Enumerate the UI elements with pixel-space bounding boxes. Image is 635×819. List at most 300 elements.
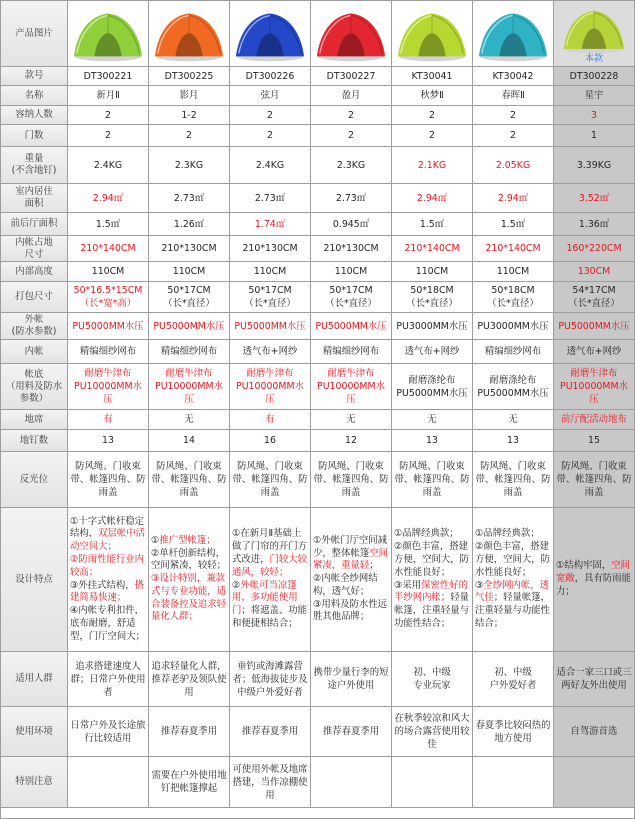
cell-text: KT30042 xyxy=(492,70,534,82)
row-label-text: 打包尺寸 xyxy=(15,291,53,302)
vestibule-cell xyxy=(149,213,229,235)
features-cell xyxy=(473,508,553,651)
cell-content xyxy=(313,129,389,142)
cell-content xyxy=(70,345,146,358)
tent-image xyxy=(474,3,552,65)
cell-content xyxy=(151,192,227,205)
features-cell xyxy=(149,508,229,651)
cell-text: ④内帐专利扣件，底布耐磨，舒适型，门厅空间大； xyxy=(70,605,146,642)
highlight-text: PU5000MM水压 xyxy=(72,320,144,332)
cell-content xyxy=(394,320,470,333)
cell-content xyxy=(556,70,632,83)
vestibule-cell xyxy=(230,213,310,235)
row-label-notes xyxy=(1,757,67,807)
row-label-text: 内部高度 xyxy=(15,265,53,277)
code-cell xyxy=(473,67,553,85)
cell-content xyxy=(475,719,551,745)
cell-text: 110CM xyxy=(172,266,206,277)
weight-cell xyxy=(68,147,148,183)
cell-content xyxy=(394,192,470,205)
capacity-cell xyxy=(311,106,391,124)
cell-content xyxy=(556,159,632,172)
cell-content xyxy=(475,192,551,205)
cell-text: 携带少量行李的短途户外使用 xyxy=(313,667,389,691)
cell-content xyxy=(475,265,551,278)
cell-content xyxy=(151,725,227,738)
cell-content xyxy=(313,70,389,83)
cell-content xyxy=(151,70,227,83)
tent-image xyxy=(69,3,147,65)
cell-content xyxy=(232,284,308,310)
row-label-text: 特别注意 xyxy=(15,776,53,787)
doors-cell xyxy=(473,125,553,146)
cell-text: 透气布+网纱 xyxy=(404,346,460,357)
area-cell xyxy=(68,184,148,212)
vestibule-cell xyxy=(311,213,391,235)
cell-content xyxy=(475,374,551,400)
cell-content xyxy=(70,70,146,83)
notes-cell xyxy=(554,757,634,807)
row-label-text: 产品图片 xyxy=(15,27,53,39)
doors-cell xyxy=(392,125,472,146)
row-label-audience xyxy=(1,652,67,706)
cell-content xyxy=(313,460,389,499)
row-label-environment xyxy=(1,707,67,756)
weight-cell xyxy=(230,147,310,183)
cell-content xyxy=(151,159,227,172)
cell-text: 春夏季比较闷热的地方使用 xyxy=(475,719,551,744)
cell-text: ①品牌经典款； ②颜色丰富，搭建方便，空间大，防水性能良好； ③采用 xyxy=(394,528,470,591)
notes-cell xyxy=(230,757,310,807)
cell-content xyxy=(556,725,632,738)
row-label-code xyxy=(1,67,67,85)
footprint-cell xyxy=(392,236,472,261)
cell-text: 14 xyxy=(183,435,195,446)
cell-text: 2 xyxy=(267,109,273,121)
cell-content xyxy=(394,712,470,751)
cell-content xyxy=(70,516,146,644)
row-label-text: 门数 xyxy=(24,129,44,141)
inner-cell xyxy=(554,340,634,363)
highlight-text: ③设计特别，兼款式与专业功能，适合装备控及追求轻量化人群； xyxy=(151,573,227,623)
cell-content xyxy=(313,666,389,692)
cell-content xyxy=(313,192,389,205)
tent-image xyxy=(231,3,309,65)
vestibule-cell xyxy=(473,213,553,235)
cell-text: 2 xyxy=(267,130,273,141)
cell-text: 无 xyxy=(184,414,194,425)
cell-text: 2.4KG xyxy=(255,159,285,171)
height-cell xyxy=(68,262,148,281)
cell-text: 推荐春夏季用 xyxy=(241,726,299,737)
cell-content xyxy=(556,413,632,426)
highlight-text: 210*140CM xyxy=(404,243,460,254)
cell-text: ；将遮盖、功能和便捷相结合； xyxy=(232,605,308,629)
cell-text: 2 xyxy=(510,130,516,141)
stakes-cell xyxy=(554,430,634,451)
code-cell xyxy=(392,67,472,85)
cell-text: PU3000MM水压 xyxy=(477,320,549,332)
cell-text: 防风绳、门收束带、帐篷四角、防雨盖 xyxy=(151,461,227,498)
height-cell xyxy=(473,262,553,281)
highlight-text: 210*140CM xyxy=(485,243,541,254)
floor-cell xyxy=(230,364,310,409)
cell-text: 耐磨涤纶布 PU5000MM水压 xyxy=(396,374,468,399)
cell-text: 透气布+网纱 xyxy=(566,346,622,357)
inner-cell xyxy=(392,340,472,363)
cell-content xyxy=(475,284,551,310)
footprint-cell xyxy=(149,236,229,261)
code-cell xyxy=(230,67,310,85)
floor-cell xyxy=(68,364,148,409)
row-label-text: 容纳人数 xyxy=(15,109,53,120)
cell-content xyxy=(151,367,227,406)
row-label-text: 内帐占地 尺寸 xyxy=(15,236,53,260)
highlight-text: 耐磨牛津布 PU10000MM水压 xyxy=(155,368,223,405)
cell-content xyxy=(313,89,389,102)
cell-content xyxy=(232,413,308,426)
cell-content xyxy=(475,460,551,499)
highlight-text: 外帐可当凉篷用，多功能使用门 xyxy=(232,579,298,617)
cell-content xyxy=(151,660,227,699)
height-cell xyxy=(149,262,229,281)
cell-content xyxy=(394,109,470,122)
cell-content xyxy=(394,218,470,231)
weight-cell xyxy=(473,147,553,183)
highlight-text: 2.94㎡ xyxy=(416,192,448,204)
inner-cell xyxy=(473,340,553,363)
reflective-cell xyxy=(149,452,229,507)
cell-text: 2.73㎡ xyxy=(173,192,205,204)
cell-content xyxy=(313,218,389,231)
inner-cell xyxy=(230,340,310,363)
row-label-doors xyxy=(1,125,67,146)
cell-content xyxy=(70,192,146,205)
weight-cell xyxy=(311,147,391,183)
cell-content xyxy=(394,413,470,426)
cell-content xyxy=(70,129,146,142)
row-label-text: 适用人群 xyxy=(15,673,53,684)
cell-content xyxy=(556,265,632,278)
area-cell xyxy=(230,184,310,212)
code-cell xyxy=(149,67,229,85)
cell-content xyxy=(556,218,632,231)
fly-cell xyxy=(311,313,391,339)
table-bottom-row xyxy=(1,808,634,818)
cell-text: 13 xyxy=(426,435,438,446)
cell-content xyxy=(394,129,470,142)
weight-cell xyxy=(554,147,634,183)
stakes-cell xyxy=(311,430,391,451)
cell-content xyxy=(232,763,308,802)
cell-text: 无 xyxy=(508,414,518,425)
highlight-text: 保密性好的半纱网内帐 xyxy=(394,579,469,604)
current-model-badge: 本款 xyxy=(584,54,603,64)
cell-content xyxy=(232,159,308,172)
cell-text: 210*130CM xyxy=(323,243,379,254)
cell-text: 210*130CM xyxy=(242,243,298,254)
row-label-packed xyxy=(1,282,67,312)
packed-cell xyxy=(311,282,391,312)
height-cell xyxy=(311,262,391,281)
row-label-text: 地钉数 xyxy=(19,434,49,446)
cell-text: 适合一家三口或三两好友外出使用 xyxy=(556,667,632,691)
highlight-text: PU5000MM水压 xyxy=(234,320,306,332)
cell-content xyxy=(232,660,308,699)
cell-content xyxy=(70,434,146,447)
fly-cell xyxy=(554,313,634,339)
packed-cell xyxy=(392,282,472,312)
row-label-area xyxy=(1,184,67,212)
cell-text: 1 xyxy=(591,130,597,141)
code-cell xyxy=(68,67,148,85)
cell-text: 50*18CM （长*直径） xyxy=(406,285,458,309)
cell-content xyxy=(313,367,389,406)
cell-text: ①在新月Ⅱ基础上做了门帘的开门方式改进， xyxy=(232,528,308,565)
doors-cell xyxy=(68,125,148,146)
cell-text: 1.26㎡ xyxy=(173,218,205,230)
cell-text: 1-2 xyxy=(181,109,197,121)
highlight-text: 210*140CM xyxy=(80,243,136,254)
cell-content xyxy=(70,265,146,278)
cell-text: 推荐春夏季用 xyxy=(160,726,218,737)
highlight-text: 全纱网内帐，透气佳 xyxy=(475,579,550,604)
vestibule-cell xyxy=(68,213,148,235)
tent-image xyxy=(393,3,471,65)
cell-content xyxy=(556,560,632,598)
row-label-fly xyxy=(1,313,67,339)
row-label-capacity xyxy=(1,106,67,124)
capacity-cell xyxy=(230,106,310,124)
cell-text: 可使用外帐及地席搭建，当作凉棚使用 xyxy=(232,763,308,801)
cell-text: 追求轻量化人群，推荐老驴及领队使用 xyxy=(151,660,227,698)
vestibule-cell xyxy=(392,213,472,235)
fly-cell xyxy=(473,313,553,339)
audience-cell xyxy=(554,652,634,706)
floor-cell xyxy=(311,364,391,409)
height-cell xyxy=(554,262,634,281)
image-cell xyxy=(392,1,472,66)
capacity-cell xyxy=(392,106,472,124)
cell-content xyxy=(151,320,227,333)
cell-text: 防风绳、门收束带、帐篷四角、防雨盖 xyxy=(70,461,146,498)
mat-cell xyxy=(392,410,472,429)
doors-cell xyxy=(149,125,229,146)
cell-content xyxy=(151,265,227,278)
cell-content xyxy=(70,218,146,231)
cell-text: 初、中级 专业玩家 xyxy=(413,667,451,691)
packed-cell xyxy=(149,282,229,312)
mat-cell xyxy=(230,410,310,429)
cell-text: 日常户外及长途旅行比较适用 xyxy=(70,719,146,744)
cell-content xyxy=(475,666,551,692)
row-label-text: 内帐 xyxy=(24,345,44,357)
cell-content xyxy=(232,320,308,333)
cell-content xyxy=(232,265,308,278)
cell-content xyxy=(313,242,389,255)
cell-content xyxy=(70,660,146,699)
packed-cell xyxy=(230,282,310,312)
name-cell xyxy=(230,86,310,105)
features-cell xyxy=(230,508,310,651)
environment-cell xyxy=(149,707,229,756)
cell-text: 210*130CM xyxy=(161,243,217,254)
highlight-text: 50*16.5*15CM （长*宽*高） xyxy=(73,285,143,309)
cell-content xyxy=(394,284,470,310)
cell-text: 13 xyxy=(102,435,114,446)
reflective-cell xyxy=(68,452,148,507)
features-cell xyxy=(554,508,634,651)
cell-content xyxy=(232,345,308,358)
row-label-vestibule xyxy=(1,213,67,235)
cell-content xyxy=(232,109,308,122)
cell-text: 初、中级 户外爱好者 xyxy=(489,667,537,691)
cell-text: 垂钓或海滩露营者；低海拔徒步及中级户外爱好者 xyxy=(232,660,308,698)
cell-text: 追求搭建速度人群；日常户外使用者 xyxy=(70,660,146,698)
audience-cell xyxy=(392,652,472,706)
name-cell xyxy=(392,86,472,105)
audience-cell xyxy=(149,652,229,706)
fly-cell xyxy=(230,313,310,339)
features-cell xyxy=(392,508,472,651)
cell-content xyxy=(313,434,389,447)
image-cell xyxy=(68,1,148,66)
cell-content xyxy=(151,460,227,499)
cell-text: 1.36㎡ xyxy=(578,218,610,230)
cell-content xyxy=(313,265,389,278)
cell-text: 春晖Ⅱ xyxy=(501,90,525,101)
cell-text: 1.5㎡ xyxy=(419,218,445,230)
cell-text: ③外挂式结构， xyxy=(70,579,135,591)
cell-text: 2 xyxy=(105,109,111,121)
cell-text: 精编细纱网布 xyxy=(79,346,137,357)
cell-text: 无 xyxy=(346,414,356,425)
environment-cell xyxy=(554,707,634,756)
packed-cell xyxy=(473,282,553,312)
area-cell xyxy=(149,184,229,212)
weight-cell xyxy=(392,147,472,183)
cell-text: 13 xyxy=(507,435,519,446)
cell-content xyxy=(556,320,632,333)
cell-text: 盈月 xyxy=(341,90,361,101)
row-label-text: 地席 xyxy=(24,413,44,425)
cell-text: 防风绳、门收束带、帐篷四角、防雨盖 xyxy=(232,461,308,498)
row-label-text: 帐底 （用料及防水 参数） xyxy=(5,368,63,404)
cell-content xyxy=(70,159,146,172)
notes-cell xyxy=(473,757,553,807)
highlight-text: 推广型帐篷； xyxy=(159,534,216,546)
row-label-text: 使用环境 xyxy=(15,725,53,737)
cell-content xyxy=(394,159,470,172)
fly-cell xyxy=(68,313,148,339)
cell-content xyxy=(151,535,227,625)
cell-text: DT300226 xyxy=(245,70,295,82)
cell-text: 50*18CM （长*直径） xyxy=(487,285,539,309)
cell-content xyxy=(232,129,308,142)
cell-text: 2 xyxy=(348,130,354,141)
row-label-features xyxy=(1,508,67,651)
highlight-text: 130CM xyxy=(577,266,611,277)
cell-text: 1.5㎡ xyxy=(95,218,121,230)
image-cell xyxy=(473,1,553,66)
cell-content xyxy=(151,769,227,795)
cell-text: 推荐春夏季用 xyxy=(322,726,380,737)
row-label-text: 前后厅面积 xyxy=(10,218,58,229)
cell-text: 3.39KG xyxy=(576,159,612,171)
cell-content xyxy=(151,345,227,358)
highlight-text: 有 xyxy=(103,414,113,425)
capacity-cell xyxy=(68,106,148,124)
cell-text: 在秋季较凉和风大的场合露营使用较佳 xyxy=(394,713,470,750)
footprint-cell xyxy=(554,236,634,261)
cell-content xyxy=(232,725,308,738)
cell-content xyxy=(556,666,632,692)
highlight-text: 有 xyxy=(265,414,275,425)
area-cell xyxy=(554,184,634,212)
name-cell xyxy=(68,86,148,105)
cell-content xyxy=(70,413,146,426)
image-cell xyxy=(149,1,229,66)
row-label-name xyxy=(1,86,67,105)
cell-text: 110CM xyxy=(496,266,530,277)
highlight-text: 3 xyxy=(591,109,597,121)
cell-content xyxy=(475,129,551,142)
cell-content xyxy=(556,109,632,122)
cell-text: 110CM xyxy=(253,266,287,277)
cell-content xyxy=(232,218,308,231)
cell-text: 50*17CM （长*直径） xyxy=(325,285,377,309)
cell-text: 2.3KG xyxy=(336,159,366,171)
floor-cell xyxy=(554,364,634,409)
name-cell xyxy=(311,86,391,105)
audience-cell xyxy=(230,652,310,706)
cell-content xyxy=(232,528,308,630)
highlight-text: 空间宽敞 xyxy=(556,560,631,585)
highlight-text: 耐磨牛津布 PU10000MM水压 xyxy=(74,368,142,405)
cell-text: 防风绳、门收束带、帐篷四角、防雨盖 xyxy=(556,461,632,498)
mat-cell xyxy=(473,410,553,429)
highlight-text: ②防雨性能行业内较高； xyxy=(70,553,145,578)
cell-text: 110CM xyxy=(334,266,368,277)
cell-text: 110CM xyxy=(415,266,449,277)
audience-cell xyxy=(68,652,148,706)
highlight-text: 2.05KG xyxy=(495,159,531,171)
cell-content xyxy=(394,345,470,358)
capacity-cell xyxy=(554,106,634,124)
highlight-text: 前厅配活动地布 xyxy=(561,414,627,425)
cell-content xyxy=(475,413,551,426)
stakes-cell xyxy=(473,430,553,451)
cell-text: 50*17CM （长*直径） xyxy=(163,285,215,309)
row-label-text: 反光位 xyxy=(19,473,49,485)
cell-text: 星宇 xyxy=(584,90,604,101)
cell-text: DT300227 xyxy=(326,70,376,82)
cell-text: 无 xyxy=(427,414,437,425)
cell-text: 精编细纱网布 xyxy=(160,346,218,357)
reflective-cell xyxy=(554,452,634,507)
stakes-cell xyxy=(230,430,310,451)
capacity-cell xyxy=(149,106,229,124)
tent-image xyxy=(312,3,390,65)
cell-text: ①十字式帐杆稳定结构， xyxy=(70,515,145,540)
cell-content xyxy=(556,284,632,310)
notes-cell xyxy=(392,757,472,807)
inner-cell xyxy=(311,340,391,363)
code-cell xyxy=(554,67,634,85)
cell-content xyxy=(151,413,227,426)
floor-cell xyxy=(473,364,553,409)
cell-content xyxy=(70,109,146,122)
